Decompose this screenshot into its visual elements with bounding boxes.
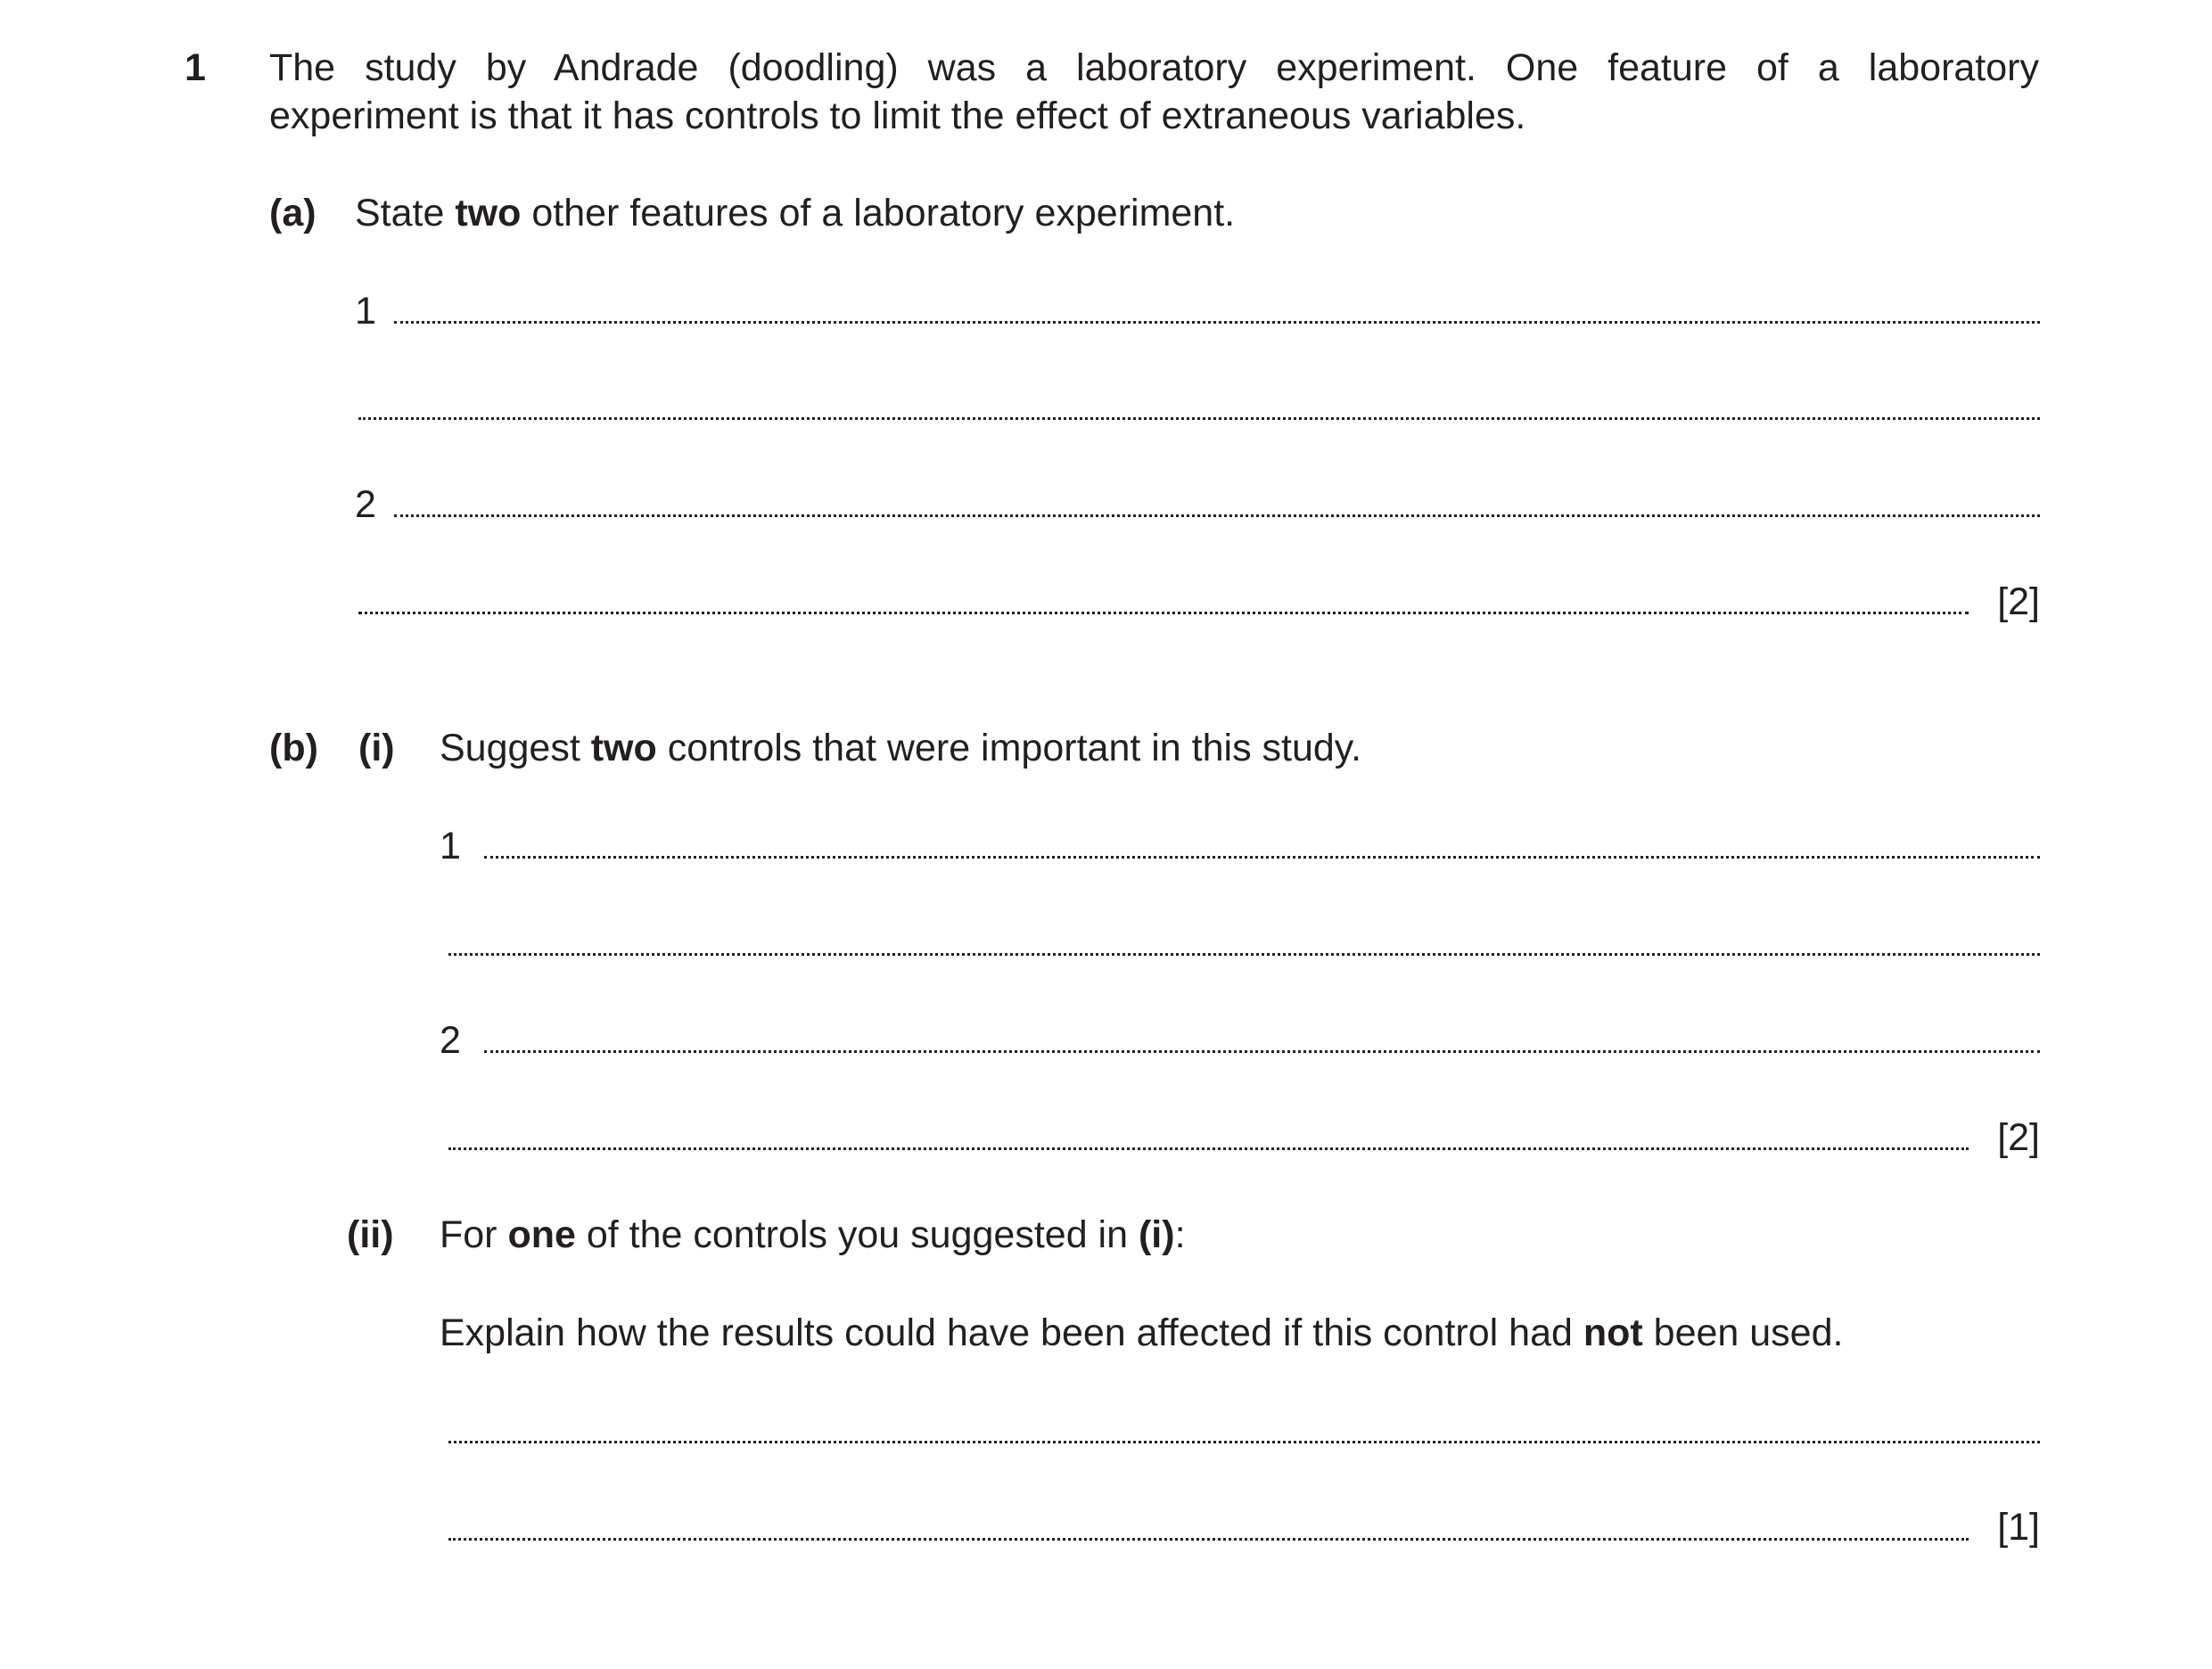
question-stem-line-1: The study by Andrade (doodling) was a laboratory experiment. One feature of a laboratory (269, 46, 2039, 89)
part-b-ii-explain: Explain how the results could have been affected if this control had not been used. (440, 1311, 1844, 1354)
part-b-i-answer-number-2: 2 (440, 1019, 461, 1062)
part-a-prompt: State two other features of a laboratory experiment. (355, 192, 1236, 234)
part-b-i-marks: [2] (1997, 1116, 2040, 1159)
part-a-answer-line-1[interactable] (394, 321, 2040, 324)
part-b-i-answer-line-3[interactable] (484, 1050, 2040, 1053)
question-stem-line-2: experiment is that it has controls to limit the effect of extraneous variables. (269, 95, 1526, 137)
part-a-answer-number-2: 2 (355, 483, 376, 526)
question-number: 1 (185, 46, 206, 89)
part-b-i-answer-line-1[interactable] (484, 856, 2040, 859)
part-b-i-answer-line-2[interactable] (448, 953, 2040, 956)
part-a-marks: [2] (1997, 580, 2040, 623)
part-a-answer-line-2[interactable] (358, 417, 2040, 420)
part-b-ii-answer-line-1[interactable] (448, 1441, 2040, 1443)
part-a-answer-line-3[interactable] (394, 514, 2040, 517)
part-b-i-label: (i) (358, 727, 395, 769)
part-b-i-answer-line-4[interactable] (448, 1147, 1969, 1150)
part-b-ii-prompt: For one of the controls you suggested in (i): (440, 1213, 1186, 1256)
part-b-ii-marks: [1] (1997, 1506, 2040, 1549)
part-a-answer-number-1: 1 (355, 290, 376, 333)
part-b-label: (b) (269, 727, 318, 769)
part-b-ii-answer-line-2[interactable] (448, 1538, 1969, 1541)
part-b-i-answer-number-1: 1 (440, 825, 461, 867)
part-a-label: (a) (269, 192, 317, 234)
part-a-answer-line-4[interactable] (358, 612, 1969, 614)
part-b-ii-label: (ii) (347, 1213, 394, 1256)
part-b-i-prompt: Suggest two controls that were important in this study. (440, 727, 1362, 769)
